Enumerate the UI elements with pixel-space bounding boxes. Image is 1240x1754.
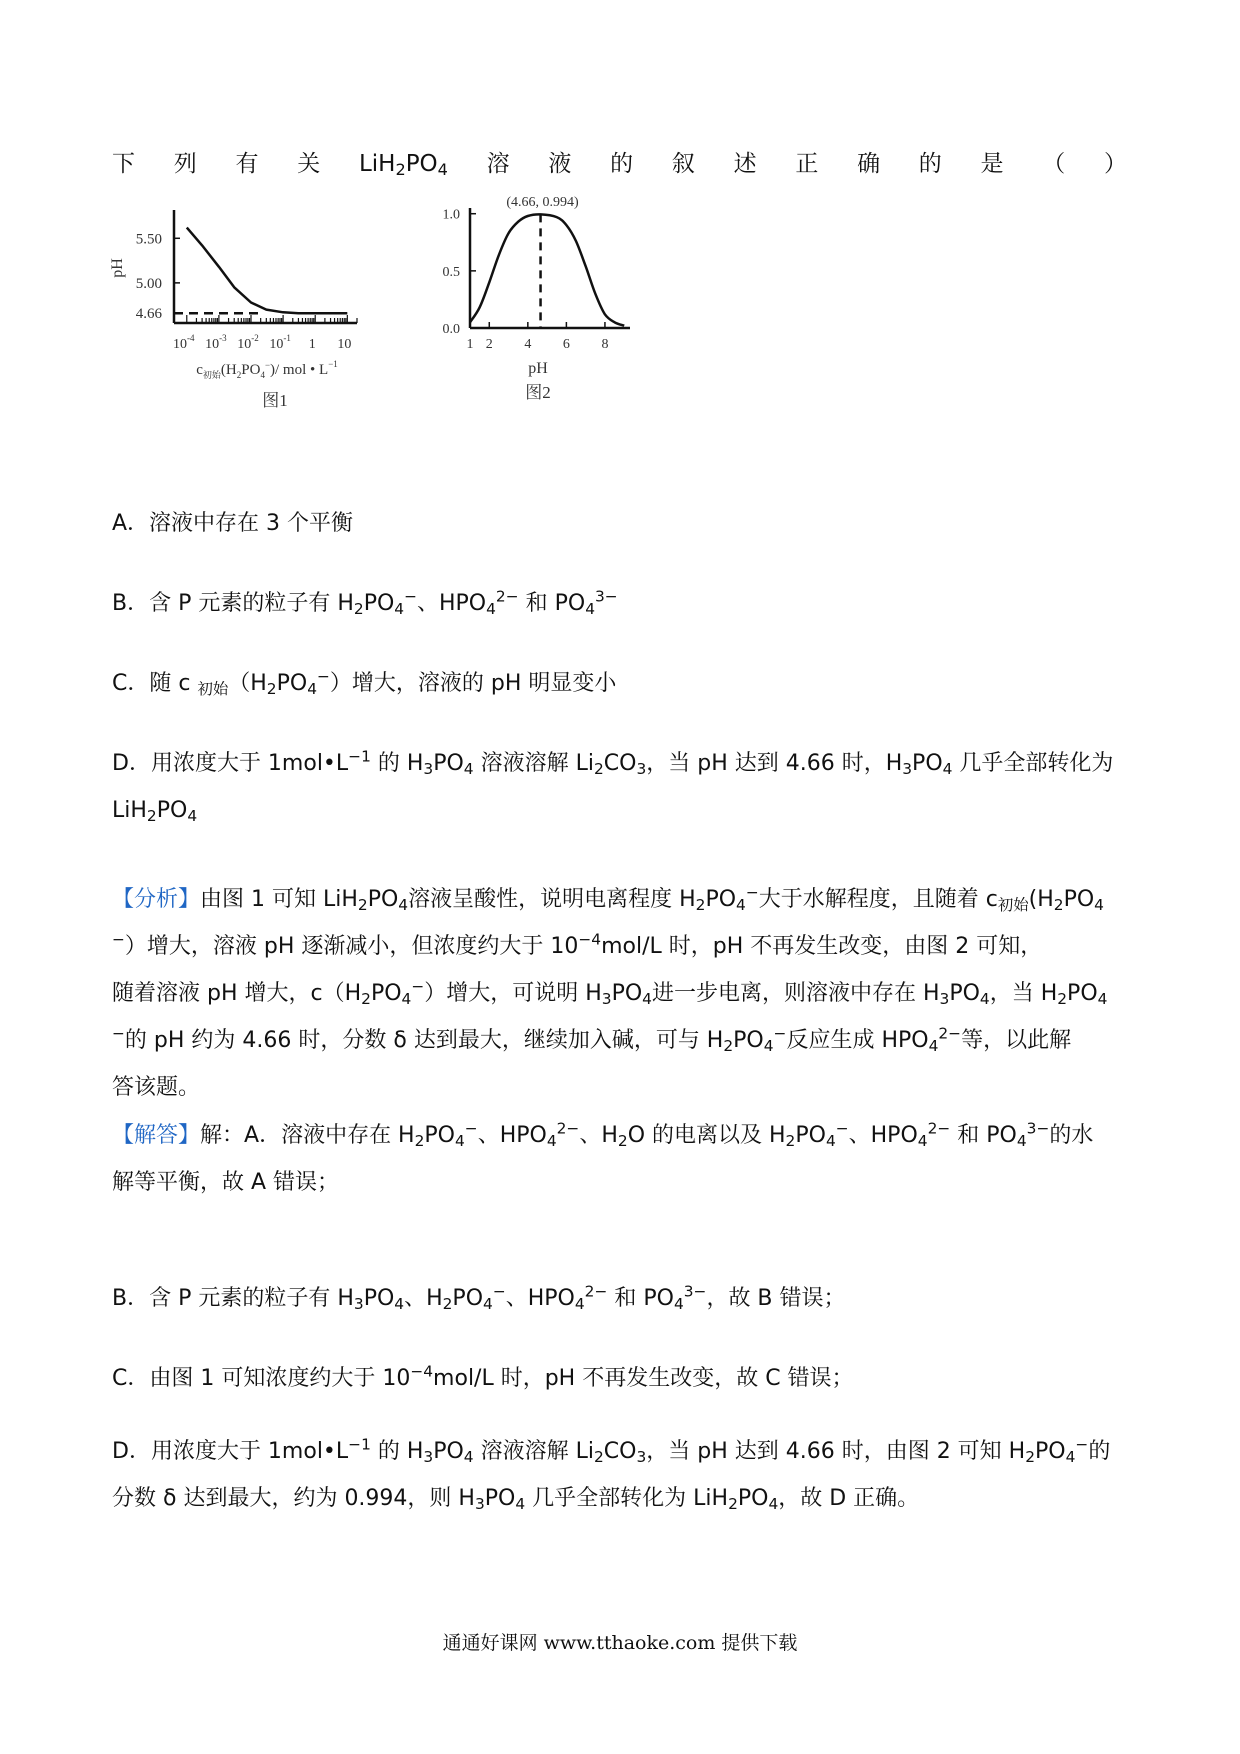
x-tick-label bbox=[269, 333, 291, 352]
footer-source: 通通好课网 www.tthaoke.com 提供下载 bbox=[442, 1632, 798, 1654]
x-tick-base: 10 bbox=[237, 337, 252, 352]
x-tick-exponent: -3 bbox=[219, 333, 227, 343]
option-d-line2: $LiH_2PO_4$ bbox=[112, 798, 198, 825]
y-tick-label: 1.0 bbox=[442, 207, 460, 223]
question-char: 的 bbox=[918, 151, 942, 177]
question-char: 关 bbox=[297, 151, 321, 177]
answer-b: B．含 P 元素的粒子有 $H_3PO_4$、$H_2PO_4^-$、$HPO_4^{2-}$ 和 $PO_4^{3-}$，故 B 错误； bbox=[112, 1282, 846, 1313]
question-char: 列 bbox=[173, 151, 197, 177]
question-char: 正 bbox=[795, 151, 819, 177]
x-axis-label bbox=[196, 359, 338, 380]
question-char: 叙 bbox=[671, 151, 695, 177]
x-tick-base: 1 bbox=[308, 337, 316, 352]
x-label-part: 初始 bbox=[202, 370, 221, 380]
x-tick-base: 10 bbox=[337, 337, 352, 352]
x-tick-label: 8 bbox=[601, 337, 609, 352]
figure-1-chart bbox=[109, 206, 432, 456]
x-tick-label: 4 bbox=[524, 337, 532, 352]
y-tick-label: 0.5 bbox=[442, 264, 460, 280]
series-line-ph bbox=[187, 228, 347, 314]
analysis-tag: 【分析】 bbox=[112, 887, 201, 912]
question-char: 述 bbox=[733, 151, 757, 177]
x-tick-exponent: -1 bbox=[283, 333, 291, 343]
x-label-part: 2 bbox=[236, 370, 242, 380]
question-char: 的 bbox=[610, 151, 634, 177]
question-char: （ bbox=[1042, 151, 1066, 177]
question-char: ） bbox=[1104, 151, 1127, 177]
x-axis-label: pH bbox=[528, 360, 548, 377]
question-char: 液 bbox=[548, 151, 572, 177]
x-tick-exponent: -2 bbox=[251, 333, 259, 343]
figure-2-chart bbox=[440, 195, 710, 456]
x-label-part: c bbox=[196, 362, 203, 378]
analysis-section: 【分析】由图 1 可知 $LiH_2PO_4$溶液呈酸性，说明电离程度 $H_2PO_4^-$大于水解程度，且随着 $c_{初始}(H_2PO_4$ −）增大，溶液 pH 逐渐减小，但浓度约大于 $10^{-4}mol/L$ 时，pH 不再发生改变，由图 2 可知， 随着溶液 pH 增大，$c(H_2PO_4^-)$增大，可说明 $H_3PO_4$进一步电离，则溶液中存在 $H_3PO_4$，当 $H_2PO_4$ −的 pH 约为 4.66 时，分数 δ 达到最大，继续加入碱，可与 $H_2PO_4^-$反应生成 $HPO_4^{2-}$等，以此解 答该题。 bbox=[112, 883, 1108, 1100]
figure-caption: 图2 bbox=[525, 383, 551, 402]
x-tick-label bbox=[173, 333, 195, 352]
series-line-fraction bbox=[470, 214, 624, 325]
peak-annotation: (4.66, 0.994) bbox=[506, 195, 579, 210]
option-d: D．用浓度大于 $1mol•L^{-1}$ 的 $H_3PO_4$ 溶液溶解 $Li_2CO_3$，当 pH 达到 4.66 时，$H_3PO_4$ 几乎全部转化为 bbox=[112, 747, 1114, 778]
x-label-part: (H bbox=[220, 362, 237, 378]
question-compound: $LiH_2PO_4$ bbox=[358, 151, 448, 180]
y-axis-label: pH bbox=[109, 258, 126, 278]
answer-tag: 【解答】 bbox=[112, 1123, 201, 1148]
y-tick-label: 4.66 bbox=[135, 306, 162, 323]
x-tick-label: 2 bbox=[485, 337, 493, 352]
x-tick-label: 6 bbox=[562, 337, 570, 352]
x-label-part: 4 bbox=[260, 370, 265, 380]
x-tick-label bbox=[205, 333, 227, 352]
y-tick-label: 5.00 bbox=[135, 275, 162, 292]
x-label-part: PO bbox=[241, 362, 261, 378]
question-char: 下 bbox=[112, 151, 135, 177]
x-tick-label: 1 bbox=[466, 337, 474, 352]
answer-c: C．由图 1 可知浓度约大于 $10^{-4}mol/L$ 时，pH 不再发生改变，故 C 错误； bbox=[112, 1362, 854, 1391]
x-tick-base: 10 bbox=[269, 337, 284, 352]
figure-caption: 图1 bbox=[262, 391, 288, 410]
x-tick-label bbox=[309, 337, 316, 352]
question-char: 溶 bbox=[486, 151, 510, 177]
x-label-part: )/ mol • L bbox=[270, 362, 329, 378]
x-label-part: − bbox=[264, 360, 271, 370]
x-tick-base: 10 bbox=[173, 337, 188, 352]
question-char: 有 bbox=[235, 151, 259, 177]
subscript: 2 bbox=[395, 160, 406, 180]
x-tick-exponent: -4 bbox=[187, 333, 195, 343]
option-c: C．随 c $_{初始}(H_2PO_4^-)$增大，溶液的 pH 明显变小 bbox=[112, 667, 617, 698]
y-tick-label: 0.0 bbox=[442, 322, 460, 337]
x-label-part: −1 bbox=[328, 359, 338, 369]
x-tick-label bbox=[237, 333, 259, 352]
option-b: B．含 P 元素的粒子有 $H_2PO_4^-$、$HPO_4^{2-}$ 和 $PO_4^{3-}$ bbox=[112, 587, 618, 618]
question-char: 是 bbox=[980, 151, 1004, 177]
option-a bbox=[112, 508, 1142, 540]
answer-d: D．用浓度大于 $1mol•L^{-1}$ 的 $H_3PO_4$ 溶液溶解 $Li_2CO_3$，当 pH 达到 4.66 时，由图 2 可知 $H_2PO_4^-$的 分数 δ 达到最大，约为 0.994，则 $H_3PO_4$ 几乎全部转化为 $LiH_2PO_4$，故 D 正确。 bbox=[112, 1435, 1111, 1513]
option-a-text: A．溶液中存在 3 个平衡 bbox=[112, 511, 354, 536]
x-tick-label bbox=[337, 337, 351, 352]
subscript: 4 bbox=[437, 160, 448, 180]
y-tick-label: 5.50 bbox=[135, 231, 162, 248]
answer-section: 【解答】解：A．溶液中存在 $H_2PO_4^-$、$HPO_4^{2-}$、$H_2O$ 的电离以及 $H_2PO_4^-$、$HPO_4^{2-}$ 和 $PO_4^{3-}$的水 解等平衡，故 A 错误； bbox=[112, 1119, 1094, 1195]
question-char: 确 bbox=[857, 151, 881, 177]
question-stem bbox=[112, 148, 1127, 180]
x-tick-base: 10 bbox=[205, 337, 220, 352]
